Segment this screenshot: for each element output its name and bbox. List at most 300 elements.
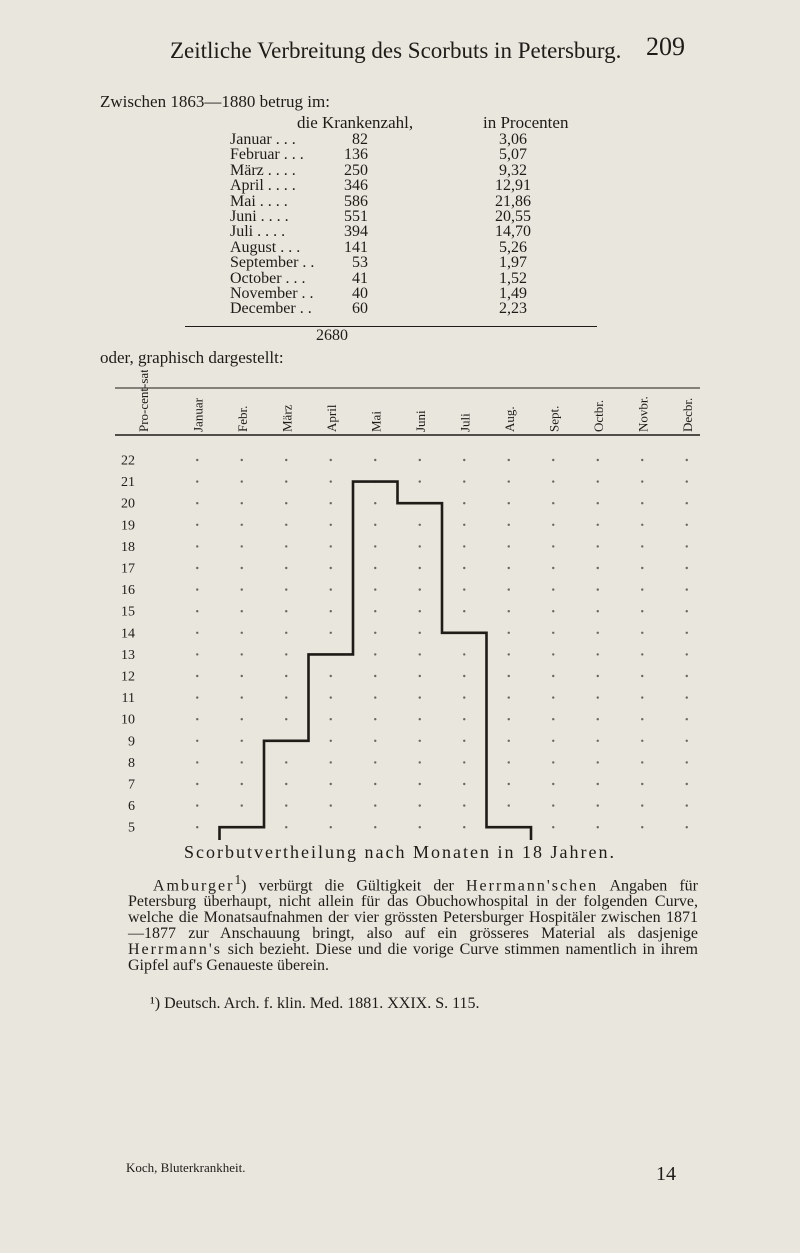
table-row <box>230 147 590 162</box>
grid-dot <box>196 524 198 526</box>
grid-dot <box>597 632 599 634</box>
grid-dot <box>552 502 554 504</box>
grid-dot <box>330 761 332 763</box>
grid-dot <box>597 675 599 677</box>
grid-dot <box>686 696 688 698</box>
y-tick-17: 17 <box>121 561 135 577</box>
grid-dot <box>330 480 332 482</box>
grid-dot <box>686 480 688 482</box>
grid-dot <box>196 588 198 590</box>
grid-dot <box>419 804 421 806</box>
grid-dot <box>374 588 376 590</box>
grid-dot <box>196 761 198 763</box>
y-tick-18: 18 <box>121 539 135 555</box>
grid-dot <box>285 567 287 569</box>
grid-dot <box>552 632 554 634</box>
paragraph-text-3: sich bezieht. Diese und die vorige Curve stimmen namentlich in ihrem Gipfel auf's Genaueste überein. <box>128 941 698 975</box>
grid-dot <box>330 588 332 590</box>
grid-dot <box>241 610 243 612</box>
data-table <box>230 132 590 317</box>
y-tick-16: 16 <box>121 583 135 599</box>
grid-dot <box>330 740 332 742</box>
grid-dot <box>374 524 376 526</box>
grid-dot <box>641 653 643 655</box>
grid-dot <box>508 502 510 504</box>
month-label-Januar: Januar <box>190 398 206 432</box>
grid-dot <box>374 718 376 720</box>
grid-dot <box>508 783 510 785</box>
month-cell: März . . . . <box>230 161 296 179</box>
grid-dot <box>330 567 332 569</box>
grid-dot <box>597 502 599 504</box>
grid-dot <box>508 459 510 461</box>
month-cell: Februar . . . <box>230 146 304 164</box>
grid-dot <box>241 502 243 504</box>
grid-dot <box>196 675 198 677</box>
grid-dot <box>330 826 332 828</box>
percent-cell: 14,70 <box>495 223 531 241</box>
month-cell: Mai . . . . <box>230 192 288 210</box>
grid-dot <box>285 632 287 634</box>
grid-dot <box>686 675 688 677</box>
sheet-number: 14 <box>656 1163 676 1185</box>
grid-dot <box>285 545 287 547</box>
grid-dot <box>686 826 688 828</box>
chart-svg <box>115 370 705 840</box>
grid-dot <box>419 567 421 569</box>
percent-cell: 1,52 <box>499 269 527 287</box>
grid-dot <box>641 718 643 720</box>
grid-dot <box>419 783 421 785</box>
grid-dot <box>641 761 643 763</box>
grid-dot <box>463 718 465 720</box>
grid-dot <box>419 459 421 461</box>
percent-cell: 1,97 <box>499 254 527 272</box>
table-row <box>230 286 590 301</box>
grid-dot <box>285 502 287 504</box>
grid-dot <box>463 675 465 677</box>
y-tick-7: 7 <box>128 777 135 793</box>
grid-dot <box>508 675 510 677</box>
author-name-2: Herrmann'schen <box>466 877 599 895</box>
grid-dot <box>419 718 421 720</box>
grid-dot <box>330 675 332 677</box>
grid-dot <box>641 610 643 612</box>
grid-dot <box>196 502 198 504</box>
grid-dot <box>285 524 287 526</box>
grid-dot <box>641 675 643 677</box>
grid-dot <box>463 545 465 547</box>
grid-dot <box>686 545 688 547</box>
grid-dot <box>508 804 510 806</box>
y-tick-6: 6 <box>128 799 135 815</box>
grid-dot <box>241 524 243 526</box>
month-label-Mai: Mai <box>368 411 384 432</box>
grid-dot <box>508 653 510 655</box>
grid-dot <box>285 804 287 806</box>
table-row <box>230 255 590 270</box>
grid-dot <box>686 783 688 785</box>
grid-dot <box>196 567 198 569</box>
grid-dot <box>641 502 643 504</box>
month-cell: December . . <box>230 300 312 318</box>
grid-dot <box>686 588 688 590</box>
grid-dot <box>508 588 510 590</box>
month-cell: Januar . . . <box>230 131 296 148</box>
grid-dot <box>686 632 688 634</box>
grid-dot <box>463 826 465 828</box>
grid-dot <box>552 653 554 655</box>
y-tick-10: 10 <box>121 712 135 728</box>
grid-dot <box>241 804 243 806</box>
grid-dot <box>686 502 688 504</box>
grid-dot <box>419 675 421 677</box>
author-name-3: Herrmann's <box>128 941 222 959</box>
grid-dot <box>552 524 554 526</box>
grid-dot <box>641 459 643 461</box>
grid-dot <box>330 502 332 504</box>
grid-dot <box>552 588 554 590</box>
month-label-Juni: Juni <box>412 410 428 432</box>
grid-dot <box>463 696 465 698</box>
percent-cell: 9,32 <box>499 161 527 179</box>
grid-dot <box>508 761 510 763</box>
grid-dot <box>374 826 376 828</box>
grid-dot <box>686 459 688 461</box>
grid-dot <box>597 783 599 785</box>
grid-dot <box>508 718 510 720</box>
page-number: 209 <box>646 32 685 61</box>
grid-dot <box>597 826 599 828</box>
month-cell: April . . . . <box>230 177 296 195</box>
grid-dot <box>374 783 376 785</box>
grid-dot <box>330 632 332 634</box>
grid-dot <box>686 567 688 569</box>
grid-dot <box>641 545 643 547</box>
grid-dot <box>241 480 243 482</box>
grid-dot <box>241 740 243 742</box>
table-row <box>230 224 590 239</box>
grid-dot <box>641 696 643 698</box>
month-cell: November . . <box>230 284 314 302</box>
grid-dot <box>241 675 243 677</box>
grid-dot <box>241 761 243 763</box>
grid-dot <box>641 480 643 482</box>
grid-dot <box>374 804 376 806</box>
grid-dot <box>419 588 421 590</box>
grid-dot <box>374 675 376 677</box>
month-cell: September . . <box>230 254 315 272</box>
month-cell: August . . . <box>230 238 301 256</box>
table-row <box>230 178 590 193</box>
grid-dot <box>508 696 510 698</box>
intro-text: Zwischen 1863—1880 betrug im: <box>100 92 330 111</box>
grid-dot <box>463 610 465 612</box>
grid-dot <box>508 610 510 612</box>
grid-dot <box>285 610 287 612</box>
grid-dot <box>641 632 643 634</box>
y-tick-22: 22 <box>121 453 135 469</box>
grid-dot <box>419 610 421 612</box>
grid-dot <box>641 826 643 828</box>
grid-dot <box>419 826 421 828</box>
grid-dot <box>330 718 332 720</box>
grid-dot <box>508 524 510 526</box>
grid-dot <box>463 761 465 763</box>
grid-dot <box>285 675 287 677</box>
grid-dot <box>374 567 376 569</box>
grid-dot <box>463 524 465 526</box>
grid-dot <box>597 718 599 720</box>
grid-dot <box>463 653 465 655</box>
y-tick-5: 5 <box>128 820 135 836</box>
grid-dot <box>641 804 643 806</box>
grid-dot <box>374 545 376 547</box>
grid-dot <box>686 610 688 612</box>
grid-dot <box>285 588 287 590</box>
month-label-Juli: Juli <box>457 413 473 432</box>
month-label-Octbr.: Octbr. <box>590 399 606 432</box>
count-cell: 60 <box>352 300 368 318</box>
grid-dot <box>552 783 554 785</box>
body-paragraph <box>128 872 698 974</box>
percent-cell: 2,23 <box>499 300 527 318</box>
month-label-April: April <box>323 404 339 432</box>
y-tick-12: 12 <box>121 669 135 685</box>
percent-cell: 12,91 <box>495 177 531 195</box>
y-tick-9: 9 <box>128 734 135 750</box>
grid-dot <box>641 783 643 785</box>
table-row <box>230 209 590 224</box>
grid-dot <box>552 696 554 698</box>
y-tick-15: 15 <box>121 604 135 620</box>
grid-dot <box>508 740 510 742</box>
grid-dot <box>374 761 376 763</box>
grid-dot <box>463 783 465 785</box>
grid-dot <box>330 804 332 806</box>
y-tick-19: 19 <box>121 518 135 534</box>
grid-dot <box>508 632 510 634</box>
grid-dot <box>241 567 243 569</box>
grid-dot <box>597 459 599 461</box>
grid-dot <box>196 459 198 461</box>
grid-dot <box>241 718 243 720</box>
grid-dot <box>641 588 643 590</box>
grid-dot <box>285 459 287 461</box>
grid-dot <box>285 718 287 720</box>
month-label-Sept.: Sept. <box>546 405 562 432</box>
grid-dot <box>463 459 465 461</box>
step-series-line <box>135 482 705 840</box>
grid-dot <box>330 459 332 461</box>
grid-dot <box>552 718 554 720</box>
grid-dot <box>241 459 243 461</box>
month-label-Decbr.: Decbr. <box>679 397 695 432</box>
grid-dot <box>597 567 599 569</box>
step-chart <box>115 370 705 840</box>
grid-dot <box>597 653 599 655</box>
grid-dot <box>552 545 554 547</box>
y-tick-13: 13 <box>121 647 135 663</box>
percent-cell: 5,26 <box>499 238 527 256</box>
paragraph-text-1: ) verbürgt die Gültigkeit der <box>241 877 466 895</box>
month-label-März: März <box>279 404 295 432</box>
count-cell: 53 <box>352 254 368 272</box>
count-cell: 250 <box>344 161 368 179</box>
grid-dot <box>374 653 376 655</box>
percent-cell: 5,07 <box>499 146 527 164</box>
grid-dot <box>419 696 421 698</box>
grid-dot <box>374 459 376 461</box>
table-row <box>230 240 590 255</box>
month-label-Febr.: Febr. <box>234 405 250 432</box>
grid-dot <box>419 545 421 547</box>
grid-dot <box>196 653 198 655</box>
grid-dot <box>419 632 421 634</box>
y-tick-20: 20 <box>121 496 135 512</box>
month-cell: October . . . <box>230 269 306 287</box>
grid-dot <box>508 567 510 569</box>
month-label-Aug.: Aug. <box>501 406 517 432</box>
grid-dot <box>552 761 554 763</box>
table-row <box>230 194 590 209</box>
grid-dot <box>686 740 688 742</box>
grid-dot <box>285 653 287 655</box>
count-cell: 141 <box>344 238 368 256</box>
paragraph-text-2: Angaben für Petersburg überhaupt, nicht allein für das Obuchowhospital in der folgenden Curve, welche die Monatsaufnahmen der vier grössten Petersburger Hospitäler zwischen 1871—1877 zur Anschauung bringt, also auf ein grösseres Material als dasjenige <box>128 877 699 943</box>
grid-dot <box>597 480 599 482</box>
grid-dot <box>374 632 376 634</box>
percent-header-label: Pro-cent-satz. <box>136 370 151 432</box>
grid-dot <box>463 480 465 482</box>
grid-dot <box>597 761 599 763</box>
table-row <box>230 301 590 316</box>
grid-dot <box>597 588 599 590</box>
grid-dot <box>241 653 243 655</box>
grid-dot <box>686 524 688 526</box>
grid-dot <box>419 653 421 655</box>
grid-dot <box>196 826 198 828</box>
grid-dot <box>597 740 599 742</box>
grid-dot <box>597 696 599 698</box>
grid-dot <box>374 740 376 742</box>
grid-dot <box>196 783 198 785</box>
count-cell: 41 <box>352 269 368 287</box>
count-cell: 136 <box>344 146 368 164</box>
grid-dot <box>419 761 421 763</box>
running-title: Zeitliche Verbreitung des Scorbuts in Petersburg. <box>170 38 622 63</box>
count-cell: 346 <box>344 177 368 195</box>
y-tick-21: 21 <box>121 475 135 491</box>
grid-dot <box>641 567 643 569</box>
grid-dot <box>552 480 554 482</box>
grid-dot <box>508 545 510 547</box>
graph-intro: oder, graphisch dargestellt: <box>100 348 284 367</box>
grid-dot <box>686 653 688 655</box>
table-total: 2680 <box>316 327 348 344</box>
grid-dot <box>196 718 198 720</box>
month-cell: Juni . . . . <box>230 207 289 225</box>
grid-dot <box>196 740 198 742</box>
month-cell: Juli . . . . <box>230 223 286 241</box>
grid-dot <box>330 545 332 547</box>
count-cell: 40 <box>352 284 368 302</box>
grid-dot <box>285 480 287 482</box>
grid-dot <box>419 480 421 482</box>
grid-dot <box>241 545 243 547</box>
percent-cell: 3,06 <box>499 131 527 148</box>
grid-dot <box>285 761 287 763</box>
grid-dot <box>552 610 554 612</box>
grid-dot <box>552 826 554 828</box>
grid-dot <box>419 524 421 526</box>
grid-dot <box>597 804 599 806</box>
percent-cell: 1,49 <box>499 284 527 302</box>
y-tick-11: 11 <box>121 691 135 707</box>
grid-dot <box>374 502 376 504</box>
grid-dot <box>330 783 332 785</box>
y-tick-8: 8 <box>128 755 135 771</box>
grid-dot <box>597 610 599 612</box>
grid-dot <box>196 480 198 482</box>
grid-dot <box>552 459 554 461</box>
count-cell: 82 <box>352 131 368 148</box>
table-row <box>230 132 590 147</box>
figure-caption: Scorbutvertheilung nach Monaten in 18 Jahren. <box>184 842 616 862</box>
y-tick-14: 14 <box>121 626 135 642</box>
table-row <box>230 163 590 178</box>
grid-dot <box>330 610 332 612</box>
grid-dot <box>686 761 688 763</box>
grid-dot <box>552 675 554 677</box>
table-row <box>230 271 590 286</box>
grid-dot <box>641 524 643 526</box>
column-header-count: die Krankenzahl, <box>297 113 414 132</box>
grid-dot <box>597 524 599 526</box>
grid-dot <box>463 588 465 590</box>
percent-cell: 21,86 <box>495 192 531 210</box>
grid-dot <box>241 632 243 634</box>
column-header-percent: in Procenten <box>483 113 569 132</box>
grid-dot <box>196 545 198 547</box>
grid-dot <box>241 783 243 785</box>
grid-dot <box>374 610 376 612</box>
count-cell: 394 <box>344 223 368 241</box>
grid-dot <box>463 740 465 742</box>
grid-dot <box>196 696 198 698</box>
grid-dot <box>463 502 465 504</box>
count-cell: 551 <box>344 207 368 225</box>
grid-dot <box>196 632 198 634</box>
grid-dot <box>241 696 243 698</box>
grid-dot <box>552 804 554 806</box>
footnote-ref: 1 <box>234 872 242 887</box>
grid-dot <box>330 696 332 698</box>
grid-dot <box>241 588 243 590</box>
grid-dot <box>686 804 688 806</box>
grid-dot <box>196 610 198 612</box>
grid-dot <box>419 740 421 742</box>
grid-dot <box>285 696 287 698</box>
publisher-line: Koch, Bluterkrankheit. <box>126 1160 246 1175</box>
grid-dot <box>552 740 554 742</box>
count-cell: 586 <box>344 192 368 210</box>
month-label-Novbr.: Novbr. <box>635 396 651 432</box>
grid-dot <box>508 480 510 482</box>
grid-dot <box>285 783 287 785</box>
percent-cell: 20,55 <box>495 207 531 225</box>
grid-dot <box>597 545 599 547</box>
